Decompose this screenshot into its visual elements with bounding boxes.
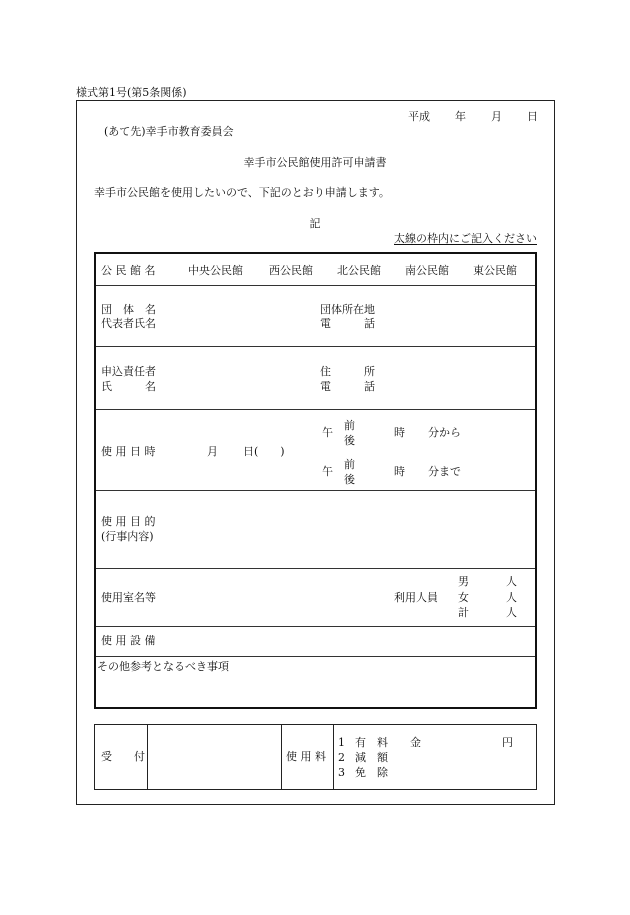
row-divider <box>96 490 535 491</box>
hall-option-kita[interactable]: 北公民館 <box>337 264 381 277</box>
users-label: 利用人員 <box>394 591 438 604</box>
fee-label: 使 用 料 <box>286 750 326 763</box>
row-divider <box>96 285 535 286</box>
fee-item-num-3: 3 <box>338 766 345 779</box>
start-am-label: 前 <box>344 419 355 432</box>
start-from-label: 分から <box>428 426 461 439</box>
reception-label: 受 付 <box>101 750 145 763</box>
hall-option-minami[interactable]: 南公民館 <box>405 264 449 277</box>
total-unit: 人 <box>506 606 517 619</box>
date-year: 年 <box>455 110 466 123</box>
fee-col-divider <box>333 725 334 789</box>
female-label: 女 <box>458 591 469 604</box>
end-pm-label: 後 <box>344 473 355 486</box>
end-hour-unit: 時 <box>394 465 405 478</box>
row-divider <box>96 626 535 627</box>
group-address-label: 団体所在地 <box>320 303 375 316</box>
start-go-label: 午 <box>322 426 333 439</box>
fee-col-divider <box>147 725 148 789</box>
fee-item-exempt[interactable]: 免 除 <box>355 766 388 779</box>
start-hour-unit: 時 <box>394 426 405 439</box>
fee-item-reduced[interactable]: 減 額 <box>355 751 388 764</box>
row-divider <box>96 409 535 410</box>
female-unit: 人 <box>506 591 517 604</box>
intro-text: 幸手市公民館を使用したいので、下記のとおり申請します。 <box>94 186 390 199</box>
male-label: 男 <box>458 575 469 588</box>
addressee: (あて先)幸手市教育委員会 <box>104 125 234 138</box>
date-era: 平成 <box>408 110 430 123</box>
usage-month-unit: 月 <box>207 445 218 458</box>
hall-option-higashi[interactable]: 東公民館 <box>473 264 517 277</box>
male-unit: 人 <box>506 575 517 588</box>
room-label: 使用室名等 <box>101 591 156 604</box>
row-divider <box>96 568 535 569</box>
representative-label: 代表者氏名 <box>101 317 156 330</box>
row-divider <box>96 346 535 347</box>
ki-mark: 記 <box>309 217 321 230</box>
group-phone-label: 電 話 <box>320 317 375 330</box>
applicant-address-label: 住 所 <box>320 365 375 378</box>
usage-date-label: 使 用 日 時 <box>101 445 156 458</box>
hall-option-chuo[interactable]: 中央公民館 <box>188 264 243 277</box>
application-form-table <box>94 252 537 709</box>
total-label: 計 <box>458 606 469 619</box>
hall-option-nishi[interactable]: 西公民館 <box>269 264 313 277</box>
end-until-label: 分まで <box>428 465 461 478</box>
end-am-label: 前 <box>344 458 355 471</box>
purpose-sub-label: (行事内容) <box>101 530 154 543</box>
group-name-label: 団 体 名 <box>101 303 156 316</box>
notes-label: その他参考となるべき事項 <box>97 660 229 673</box>
fee-item-num-1: 1 <box>338 736 345 749</box>
applicant-name-label: 氏 名 <box>101 380 156 393</box>
usage-day-unit: 日( ) <box>243 445 285 458</box>
start-pm-label: 後 <box>344 434 355 447</box>
form-number: 様式第1号(第5条関係) <box>76 86 187 99</box>
fee-col-divider <box>281 725 282 789</box>
date-month: 月 <box>491 110 502 123</box>
responsible-person-label: 申込責任者 <box>101 365 156 378</box>
applicant-phone-label: 電 話 <box>320 380 375 393</box>
equipment-label: 使 用 設 備 <box>101 634 156 647</box>
hall-name-label: 公 民 館 名 <box>101 264 156 277</box>
fee-yen-unit: 円 <box>502 736 513 749</box>
fee-item-charged[interactable]: 有 料 金 <box>355 736 421 749</box>
document-title: 幸手市公民館使用許可申請書 <box>243 156 387 169</box>
fee-item-num-2: 2 <box>338 751 345 764</box>
row-divider <box>96 656 535 657</box>
purpose-label: 使 用 目 的 <box>101 515 156 528</box>
end-go-label: 午 <box>322 465 333 478</box>
instruction-text: 太線の枠内にご記入ください <box>394 232 537 245</box>
date-day: 日 <box>527 110 538 123</box>
